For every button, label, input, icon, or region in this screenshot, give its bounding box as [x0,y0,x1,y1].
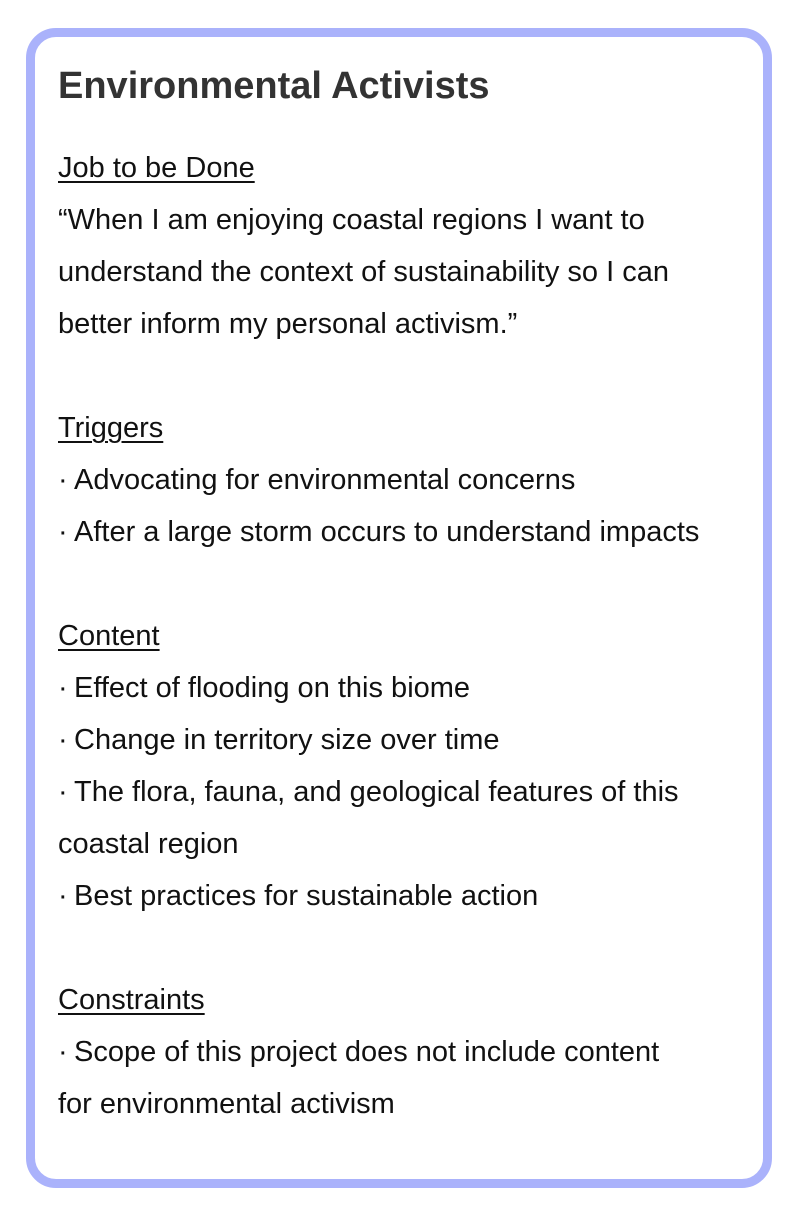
constraint-item [58,1026,758,1078]
content-item [58,870,758,922]
bullet-dot: · [58,776,68,808]
job-statement-line: understand the context of sustainability so I can [58,256,669,288]
job-statement-line: better inform my personal activism.” [58,308,518,340]
card-title: Environmental Activists [58,65,490,107]
content-item [58,714,758,766]
bullet-dot: · [58,880,68,912]
trigger-item [58,454,758,506]
bullet-dot: · [58,1036,68,1068]
trigger-item-text: Advocating for environmental concerns [74,464,576,496]
bullet-dot: · [58,516,68,548]
triggers-heading: Triggers [58,412,164,444]
content-item-text: Change in territory size over time [74,724,500,756]
triggers-section [58,402,758,558]
content-item [58,766,758,818]
content-heading: Content [58,620,160,652]
job-to-be-done-section [58,142,758,350]
content-item-text: The flora, fauna, and geological features of this [74,776,679,808]
content-item-text: Effect of flooding on this biome [74,672,471,704]
content-item-text: Best practices for sustainable action [74,880,539,912]
constraints-heading: Constraints [58,984,205,1016]
constraints-section [58,974,758,1130]
bullet-dot: · [58,464,68,496]
content-item-continuation: coastal region [58,828,239,860]
job-to-be-done-heading: Job to be Done [58,152,255,184]
content-item [58,662,758,714]
bullet-dot: · [58,724,68,756]
bullet-dot: · [58,672,68,704]
constraint-item-continuation: for environmental activism [58,1088,395,1120]
trigger-item [58,506,758,558]
job-statement-line: “When I am enjoying coastal regions I want to [58,204,645,236]
trigger-item-text: After a large storm occurs to understand impacts [74,516,700,548]
content-section [58,610,758,922]
constraint-item-text: Scope of this project does not include content [74,1036,660,1068]
